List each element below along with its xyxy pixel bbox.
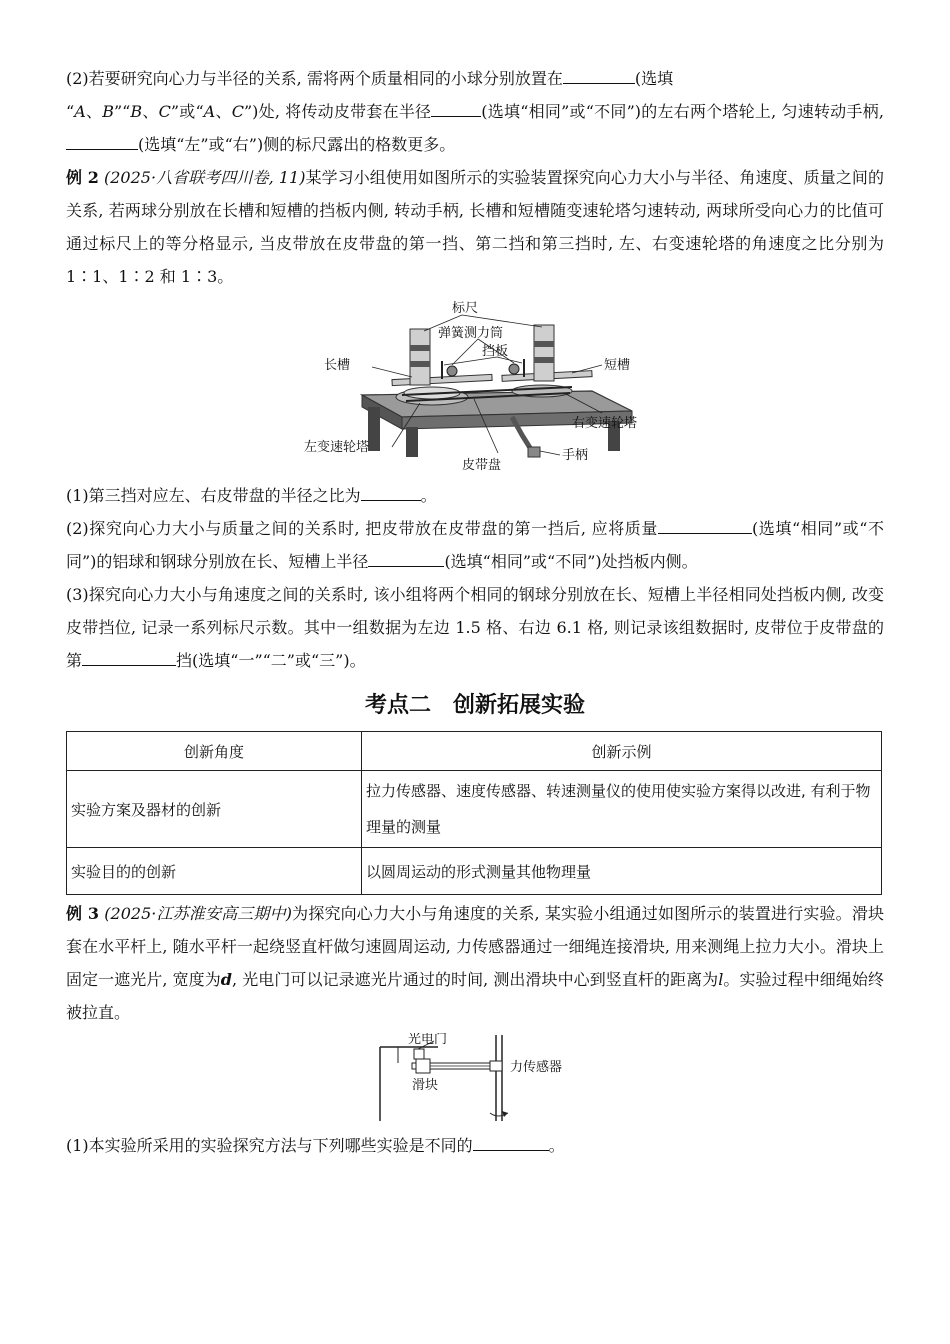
example-2-question-3 (66, 578, 884, 677)
var-b: B (102, 102, 114, 121)
text: ”或“ (170, 102, 204, 121)
answer-blank[interactable] (368, 546, 444, 567)
example-3-question-1 (66, 1129, 884, 1162)
var-c: C (231, 102, 244, 121)
example-text: 某学习小组使用如图所示的实验装置探究向心力大小与半径、角速度、质量之间的关系, 若两球分别放在长槽和短槽的挡板内侧, 转动手柄, 长槽和短槽随变速轮塔匀速转动, 两球所受向心力的比值可通过标尺上的等分格显示, 当皮带放在皮带盘的第一挡、第二挡和第三挡时, 左、右变速轮塔的角速度之比分别为 1∶1、1∶2 和 1∶3。 (66, 168, 884, 286)
label-spring: 弹簧测力筒 (438, 326, 504, 341)
var-d: d (220, 970, 232, 989)
table-cell: 拉力传感器、速度传感器、转速测量仪的使用使实验方案得以改进, 有利于物理量的测量 (362, 771, 882, 848)
table-row (67, 848, 882, 895)
label-long-slot: 长槽 (324, 358, 351, 373)
prev-question-2 (66, 62, 884, 161)
text: (选填“相同”或“不同”)处挡板内侧。 (444, 552, 698, 571)
answer-blank[interactable] (431, 96, 481, 117)
label-ruler: 标尺 (452, 301, 479, 316)
text: 、 (142, 102, 159, 121)
text: ”)处, 将传动皮带套在半径 (243, 102, 432, 121)
var-b: B (130, 102, 143, 121)
page (66, 62, 884, 1162)
answer-blank[interactable] (82, 645, 176, 666)
answer-blank[interactable] (473, 1130, 549, 1151)
example-label: 例 3 (66, 904, 100, 923)
example-3-stem (66, 897, 884, 1029)
section-title: 考点二 创新拓展实验 (364, 693, 585, 718)
innovation-table (66, 731, 882, 895)
text: 。 (548, 1136, 565, 1155)
photogate-apparatus-figure (376, 1033, 616, 1125)
label-photogate: 光电门 (408, 1033, 448, 1047)
example-text: 为探究向心力大小与角速度的关系, 某实验小组通过如图所示的装置进行实验。滑块套在水平杆上, 随水平杆一起绕竖直杆做匀速圆周运动, 力传感器通过一细绳连接滑块, 用来测绳上拉力大小。滑块上固定一遮光片, 宽度为 (66, 904, 884, 989)
table-header: 创新角度 (67, 732, 362, 771)
text: (选填“相同”或“不同”)的铝球和钢球分别放在长、短槽上半径 (66, 519, 884, 571)
var-a: A (74, 102, 86, 121)
table-cell: 实验方案及器材的创新 (67, 771, 362, 848)
answer-blank[interactable] (361, 480, 421, 501)
answer-blank[interactable] (563, 63, 635, 84)
text: 、 (215, 102, 232, 121)
label-left-tower: 左变速轮塔 (304, 440, 370, 455)
text: ”“ (113, 102, 131, 121)
text: (2)探究向心力大小与质量之间的关系时, 把皮带放在皮带盘的第一挡后, 应将质量 (66, 519, 658, 538)
text: (选填 (634, 69, 674, 88)
var-l: l (718, 970, 724, 989)
table-header: 创新示例 (362, 732, 882, 771)
text: 挡(选填“一”“二”或“三”)。 (176, 651, 366, 670)
example-2-question-2 (66, 512, 884, 578)
example-source: (2025·八省联考四川卷, 11) (104, 168, 306, 187)
label-slider: 滑块 (412, 1078, 439, 1093)
answer-blank[interactable] (658, 513, 752, 534)
text: 。 (420, 486, 437, 505)
answer-blank[interactable] (66, 129, 138, 150)
text: (选填“左”或“右”)侧的标尺露出的格数更多。 (138, 135, 456, 154)
table-row (67, 771, 882, 848)
example-label: 例 2 (66, 168, 99, 187)
text: (选填“相同”或“不同”)的左右两个塔轮上, 匀速转动手柄, (481, 102, 884, 121)
label-belt-disk: 皮带盘 (462, 458, 502, 473)
text: “ (66, 102, 75, 121)
example-text: 。实验过程中细绳始终被拉直。 (66, 970, 884, 1022)
text: (1)本实验所采用的实验探究方法与下列哪些实验是不同的 (66, 1136, 473, 1155)
text: (2)若要研究向心力与半径的关系, 需将两个质量相同的小球分别放置在 (66, 69, 563, 88)
var-c: C (158, 102, 171, 121)
label-baffle: 挡板 (482, 344, 509, 359)
example-2-stem (66, 161, 884, 293)
example-text: , 光电门可以记录遮光片通过的时间, 测出滑块中心到竖直杆的距离为 (231, 970, 719, 989)
centripetal-apparatus-figure (302, 299, 652, 479)
label-force-sensor: 力传感器 (510, 1060, 563, 1075)
text: 、 (85, 102, 103, 121)
table-cell: 以圆周运动的形式测量其他物理量 (362, 848, 882, 895)
label-right-tower: 右变速轮塔 (572, 416, 638, 431)
example-source: (2025·江苏淮安高三期中) (104, 904, 292, 923)
text: (1)第三挡对应左、右皮带盘的半径之比为 (66, 486, 361, 505)
label-handle: 手柄 (562, 448, 589, 463)
var-a: A (203, 102, 216, 121)
label-short-slot: 短槽 (604, 358, 631, 373)
example-2-question-1 (66, 479, 884, 512)
table-cell: 实验目的的创新 (67, 848, 362, 895)
table-header-row (67, 732, 882, 771)
text: (3)探究向心力大小与角速度之间的关系时, 该小组将两个相同的钢球分别放在长、短槽上半径相同处挡板内侧, 改变皮带挡位, 记录一系列标尺示数。其中一组数据为左边 1.5 格、右边 6.1 格, 则记录该组数据时, 皮带位于皮带盘的第 (66, 585, 884, 670)
